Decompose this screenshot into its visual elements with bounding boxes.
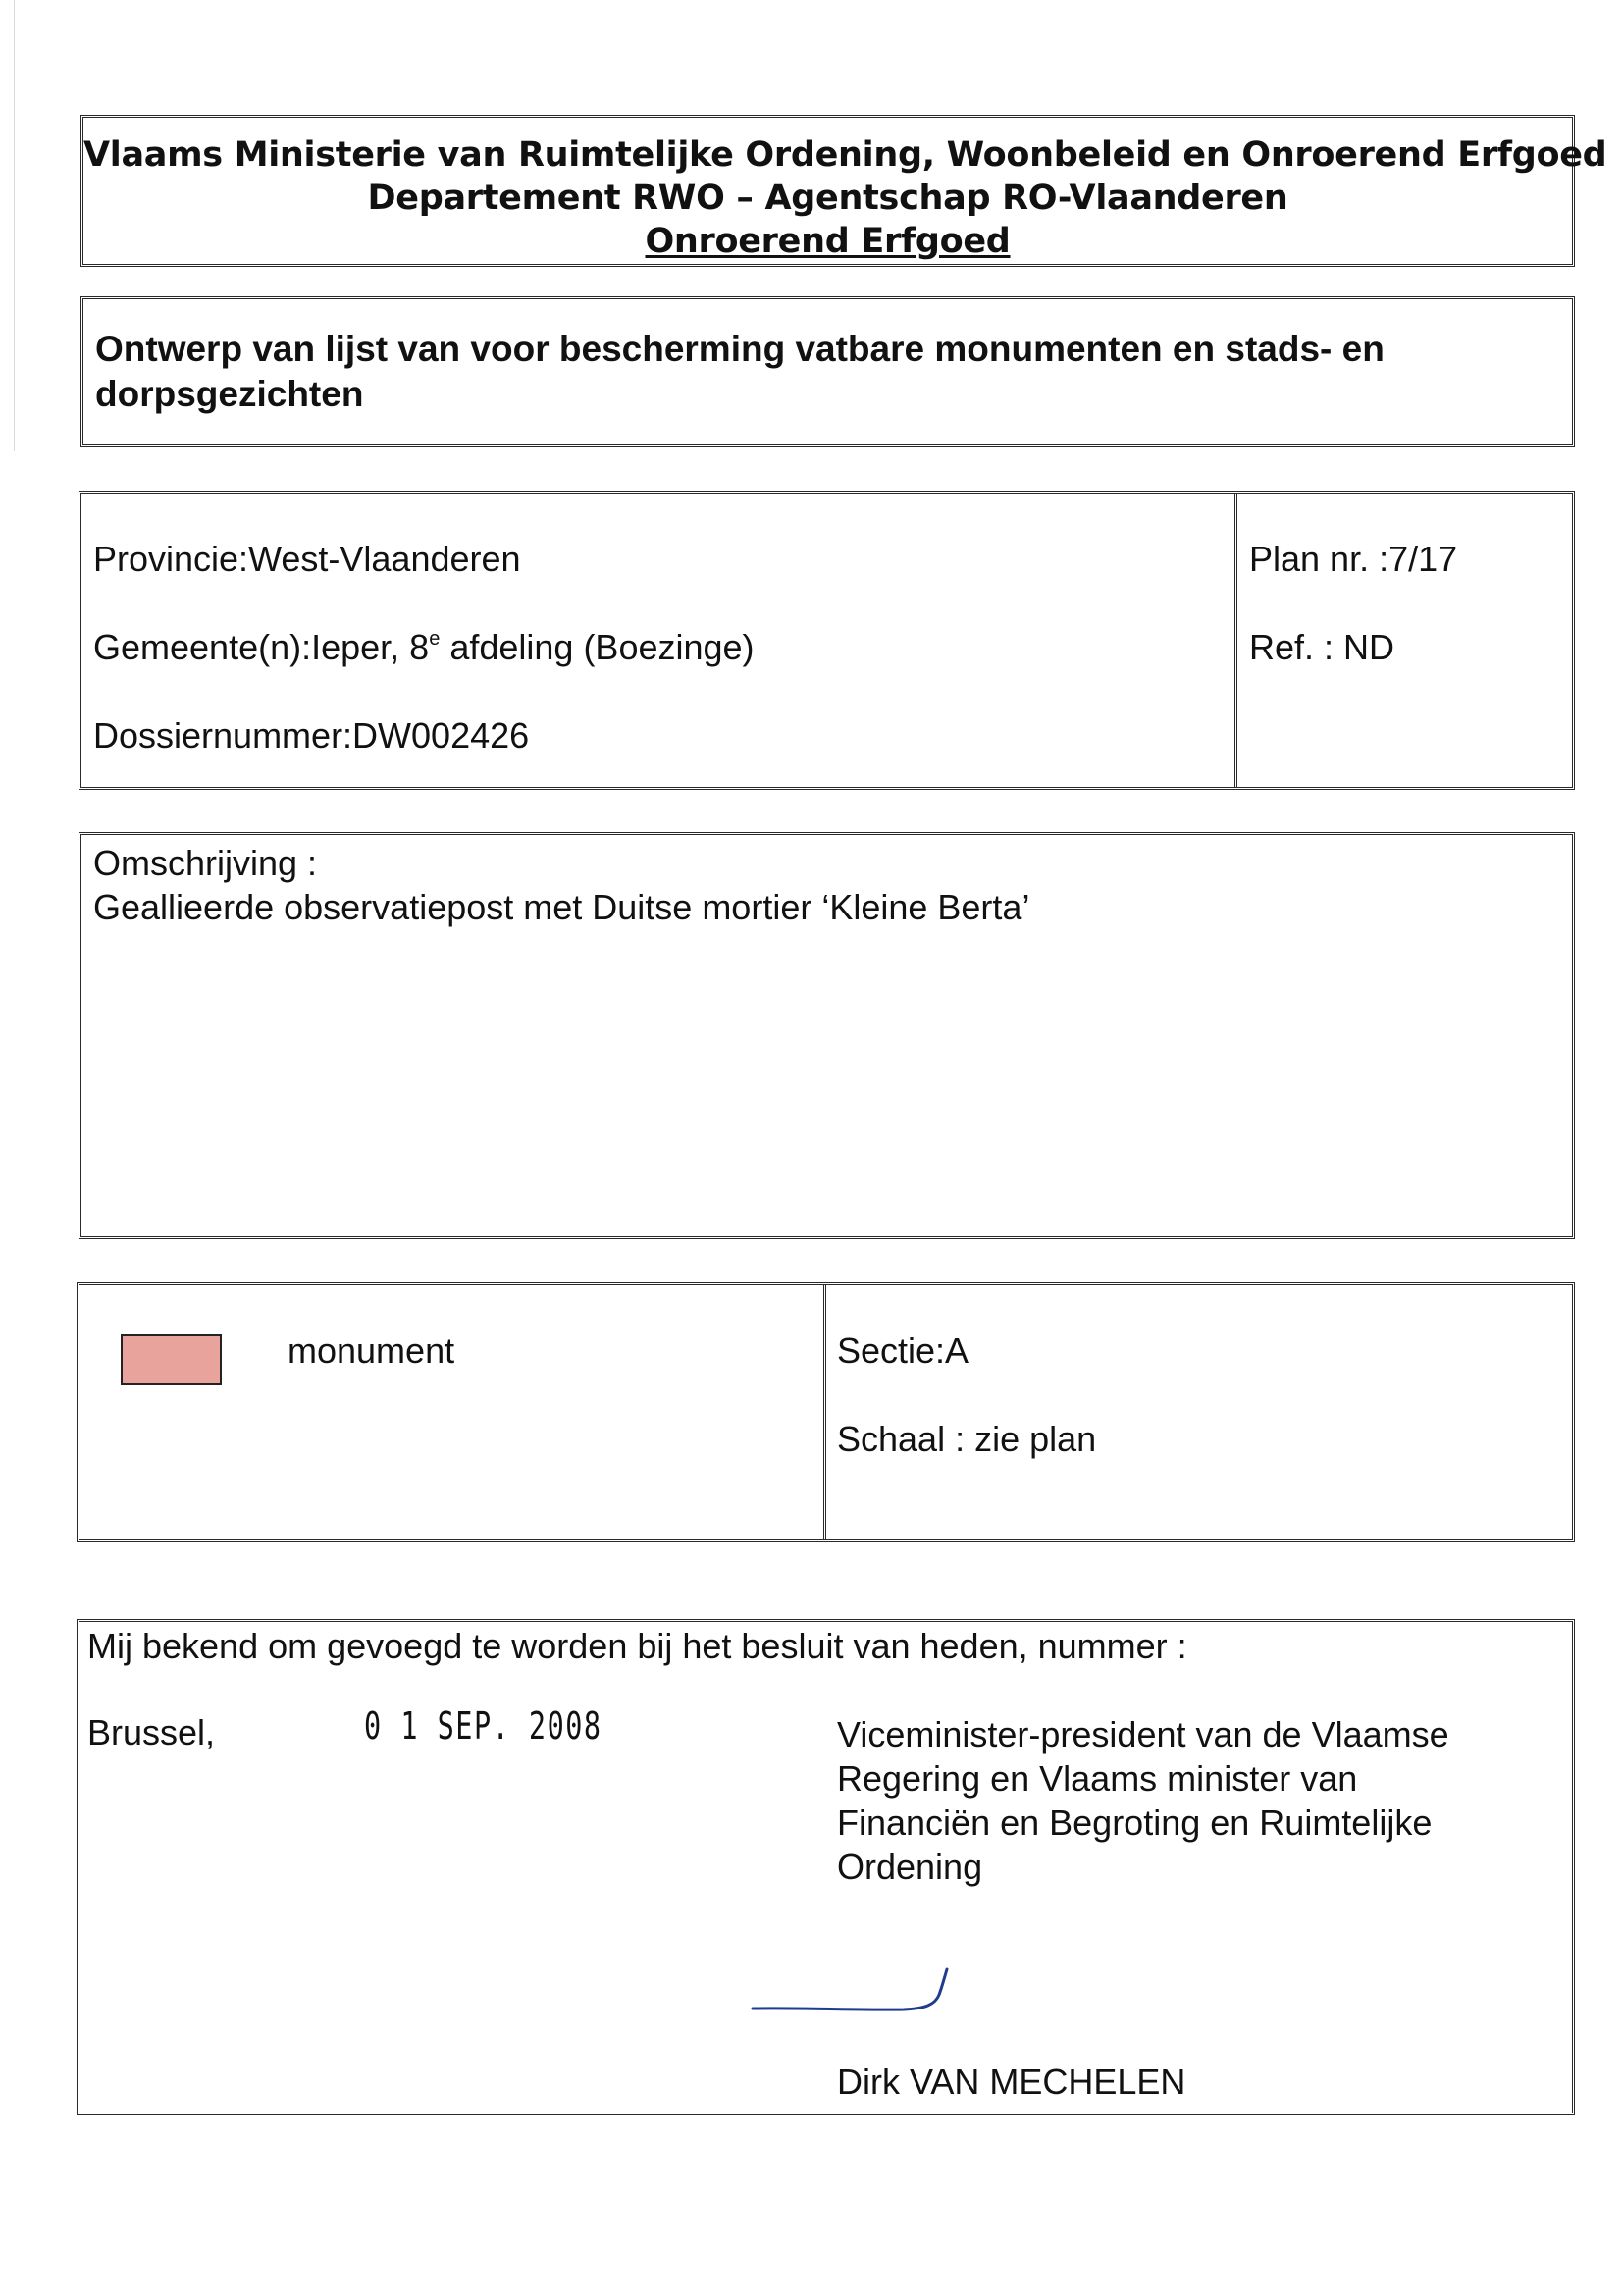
date-stamp: 0 1 SEP. 2008 — [364, 1704, 602, 1748]
gemeente-field — [93, 627, 755, 668]
department-name: Departement RWO – Agentschap RO-Vlaanderen — [367, 179, 1288, 218]
description-label: Omschrijving : — [93, 843, 318, 883]
monument-color-swatch — [121, 1334, 222, 1385]
info-divider — [1234, 494, 1240, 787]
description-text: Geallieerde observatiepost met Duitse mortier ‘Kleine Berta’ — [93, 887, 1030, 927]
ministry-name: Vlaams Ministerie van Ruimtelijke Ordening, Woonbeleid en Onroerend Erfgoed — [83, 135, 1607, 175]
gemeente-superscript: e — [429, 628, 441, 650]
legend-box — [77, 1282, 1575, 1542]
role-line-1: Viceminister-president van de Vlaamse — [837, 1714, 1449, 1754]
signatory-role — [837, 1712, 1449, 1889]
statement-text: Mij bekend om gevoegd te worden bij het besluit van heden, nummer : — [87, 1626, 1187, 1666]
dossiernummer-field: Dossiernummer:DW002426 — [93, 715, 530, 756]
legend-divider — [823, 1285, 829, 1539]
sectie-field: Sectie:A — [837, 1331, 969, 1371]
place-text: Brussel, — [87, 1712, 216, 1752]
plan-number-field: Plan nr. :7/17 — [1249, 539, 1458, 579]
document-title-text: Ontwerp van lijst van voor bescherming vatbare monumenten en stads- en dorpsgezichten — [95, 329, 1385, 414]
signature-box — [77, 1619, 1575, 2115]
reference-field: Ref. : ND — [1249, 627, 1395, 667]
role-line-4: Ordening — [837, 1847, 983, 1887]
handwritten-signature — [668, 1946, 963, 2014]
scan-edge-line — [14, 0, 15, 451]
role-line-3: Financiën en Begroting en Ruimtelijke — [837, 1802, 1433, 1843]
schaal-field: Schaal : zie plan — [837, 1419, 1097, 1459]
gemeente-prefix: Gemeente(n):Ieper, 8 — [93, 627, 430, 667]
legend-monument-label: monument — [288, 1331, 455, 1371]
role-line-2: Regering en Vlaams minister van — [837, 1758, 1358, 1799]
gemeente-suffix: afdeling (Boezinge) — [440, 627, 755, 667]
provincie-field: Provincie:West-Vlaanderen — [93, 539, 521, 579]
signatory-name: Dirk VAN MECHELEN — [837, 2061, 1186, 2102]
agency-name: Onroerend Erfgoed — [645, 222, 1011, 261]
ministry-header — [80, 115, 1607, 267]
description-box — [79, 832, 1575, 1239]
document-title — [80, 296, 1575, 447]
dossier-info-box — [79, 491, 1575, 790]
